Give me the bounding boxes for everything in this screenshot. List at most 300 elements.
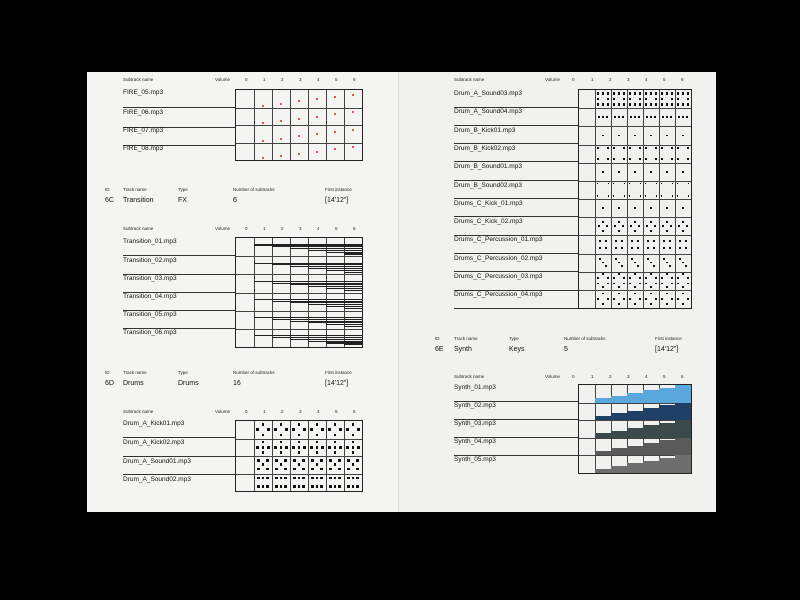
fire-header [87, 77, 400, 87]
fire-dot [262, 105, 264, 107]
drum-mark [618, 230, 620, 232]
drum-mark [687, 277, 689, 279]
drum-mark [646, 116, 648, 118]
drum-mark [597, 298, 599, 300]
drum-mark [280, 451, 283, 454]
drum-mark [655, 147, 657, 149]
col-header-2: 2 [281, 226, 284, 231]
list-item: FIRE_05.mp3 [123, 89, 164, 96]
drum-mark [650, 303, 652, 305]
drum-mark [687, 283, 689, 285]
transition-line [344, 264, 362, 265]
synth-block [611, 431, 627, 438]
synth-block [659, 440, 675, 455]
fire-grid [235, 89, 363, 161]
drum-mark [654, 225, 656, 227]
fire-dot [334, 113, 336, 115]
drum-mark [262, 451, 265, 454]
drum-mark [623, 298, 625, 300]
drum-mark [310, 428, 313, 431]
transition-line [308, 263, 326, 264]
drum-mark [316, 434, 319, 437]
synth-block [627, 393, 643, 403]
col-header-1: 1 [591, 374, 594, 379]
transition-line [272, 319, 290, 320]
drum-mark [682, 262, 684, 264]
drums-grid [235, 420, 363, 492]
transition-line [272, 301, 290, 302]
fire-dot [280, 120, 282, 122]
drum-mark [347, 459, 350, 462]
drum-mark [338, 468, 341, 471]
col-header-6: 6 [681, 77, 684, 82]
transition-line [344, 299, 362, 300]
drum-mark [334, 477, 337, 480]
fire-dot [280, 103, 282, 105]
drum-mark [298, 446, 301, 449]
id-label: ID [105, 370, 110, 375]
drum-mark [346, 446, 349, 449]
drum-mark [666, 262, 668, 264]
subtrack-name-header: Subtrack name [454, 374, 485, 379]
transition-line [290, 248, 308, 249]
drum-mark [602, 116, 604, 118]
drum-mark [646, 225, 648, 227]
drum-mark [650, 207, 652, 209]
drum-mark [613, 103, 615, 105]
fire-dot [298, 153, 300, 155]
synth-block [659, 458, 675, 473]
col-header-6: 6 [353, 409, 356, 414]
drum-mark [634, 293, 636, 295]
drum-mark [334, 485, 337, 488]
transition-line [326, 301, 344, 302]
drum-mark [293, 468, 296, 471]
drum-mark [666, 303, 668, 305]
synth-block [659, 388, 675, 403]
subtracks-label: Number of subtracks [233, 370, 275, 375]
drum-mark [615, 247, 617, 249]
drum-mark [629, 92, 631, 94]
drum-mark [356, 485, 359, 488]
col-header-0: 0 [245, 77, 248, 82]
drum-mark [602, 293, 604, 295]
drum-mark [356, 459, 359, 462]
drum-mark [334, 423, 337, 426]
col-header-0: 0 [572, 77, 575, 82]
drum-mark [298, 423, 301, 426]
drum-mark [607, 158, 609, 160]
drum-mark [266, 459, 269, 462]
synth-info [400, 336, 716, 366]
transition-line [308, 268, 326, 269]
transition-line [344, 268, 362, 269]
drum-mark [262, 446, 265, 449]
drum-mark [655, 158, 657, 160]
transition-line [326, 319, 344, 320]
drum-mark [654, 116, 656, 118]
transition-line [290, 263, 308, 264]
drum-mark [666, 273, 668, 275]
drum-mark [618, 293, 620, 295]
drum-mark [645, 92, 647, 94]
transition-line [344, 304, 362, 305]
drum-mark [639, 103, 641, 105]
synth-block [611, 396, 627, 403]
list-item: Drum_A_Sound03.mp3 [454, 90, 522, 97]
drums-header [87, 409, 400, 419]
list-item: FIRE_08.mp3 [123, 145, 164, 152]
drum-mark [687, 147, 689, 149]
drum-mark [629, 103, 631, 105]
drum-mark [602, 135, 604, 137]
drum-mark [597, 147, 599, 149]
drum-mark [677, 183, 679, 185]
synth-block [643, 443, 659, 455]
drum-mark [338, 485, 341, 488]
drum-mark [655, 283, 657, 285]
col-header-3: 3 [299, 409, 302, 414]
drum-mark [638, 225, 640, 227]
synth-block [659, 423, 675, 438]
transition-line [272, 337, 290, 338]
drum-mark [292, 446, 295, 449]
drum-mark [655, 277, 657, 279]
drum-mark [293, 477, 296, 480]
drum-mark [602, 303, 604, 305]
drum-mark [280, 423, 283, 426]
drum-mark [621, 247, 623, 249]
drum-mark [334, 434, 337, 437]
synth-block [643, 408, 659, 420]
drum-mark [613, 298, 615, 300]
drum-mark [645, 98, 647, 100]
col-header-4: 4 [645, 374, 648, 379]
drum-mark [677, 277, 679, 279]
drum-mark [663, 247, 665, 249]
transition-line [344, 283, 362, 284]
drum-mark [622, 116, 624, 118]
drum-mark [682, 116, 684, 118]
volume-header: Volume [215, 77, 231, 82]
drum-mark [669, 247, 671, 249]
drum-mark [280, 477, 283, 480]
volume-header: Volume [215, 226, 231, 231]
drum-mark [613, 277, 615, 279]
drum-mark [602, 221, 604, 223]
synth-block [675, 455, 691, 473]
drum-mark [293, 485, 296, 488]
transition-line [344, 272, 362, 273]
drum-mark [634, 207, 636, 209]
drum-mark [678, 225, 680, 227]
drum-mark [605, 265, 607, 267]
track-name-label: Track name [123, 187, 147, 192]
drum-mark [685, 247, 687, 249]
transition-line [326, 324, 344, 325]
drum-mark [597, 158, 599, 160]
track-id: 6D [105, 380, 114, 387]
drum-mark [679, 258, 681, 260]
synth-block [627, 463, 643, 473]
drum-mark [666, 103, 668, 105]
fire-dot [298, 100, 300, 102]
transition-line [344, 286, 362, 287]
transition-line [308, 322, 326, 323]
drum-mark [316, 477, 319, 480]
drum-mark [638, 116, 640, 118]
transition-line [290, 317, 308, 318]
drum-mark [262, 463, 265, 466]
drum-mark [303, 428, 306, 431]
drum-mark [629, 283, 631, 285]
drum-mark [352, 423, 355, 426]
subtrack-name-header: Subtrack name [123, 226, 154, 231]
drum-mark [618, 221, 620, 223]
drum-mark [614, 116, 616, 118]
transition-line [344, 266, 362, 267]
transition-line [326, 283, 344, 284]
col-header-2: 2 [609, 374, 612, 379]
drum-mark [655, 103, 657, 105]
drum-mark [677, 195, 679, 197]
drum-mark [679, 240, 681, 242]
drum-mark [661, 195, 663, 197]
type-label: Type [178, 187, 188, 192]
drum-mark [256, 446, 259, 449]
list-item: Drums_C_Kick_02.mp3 [454, 218, 523, 226]
drum-mark [682, 207, 684, 209]
transition-line [326, 342, 344, 343]
drum-mark [645, 147, 647, 149]
drum-mark [602, 171, 604, 173]
drum-mark [302, 459, 305, 462]
transition-line [308, 301, 326, 302]
drum-mark [634, 286, 636, 288]
synth-block [675, 385, 691, 403]
drum-mark [602, 262, 604, 264]
fire-dot [316, 151, 318, 153]
drum-mark [629, 277, 631, 279]
drum-mark [316, 485, 319, 488]
drum-mark [666, 230, 668, 232]
drum-mark [352, 446, 355, 449]
drums-cont-grid [578, 89, 692, 309]
drum-mark [618, 135, 620, 137]
drum-mark [687, 98, 689, 100]
drum-mark [645, 283, 647, 285]
drum-mark [605, 247, 607, 249]
col-header-1: 1 [263, 226, 266, 231]
drum-mark [677, 98, 679, 100]
drum-mark [602, 92, 604, 94]
drum-mark [682, 92, 684, 94]
drum-mark [623, 98, 625, 100]
drum-mark [639, 92, 641, 94]
drum-mark [639, 98, 641, 100]
col-header-1: 1 [263, 409, 266, 414]
drum-mark [661, 98, 663, 100]
drum-mark [629, 183, 631, 185]
drum-mark [280, 485, 283, 488]
drum-mark [615, 258, 617, 260]
fire-dot [334, 131, 336, 133]
drum-mark [631, 240, 633, 242]
drum-mark [688, 183, 690, 185]
transition-line [326, 263, 344, 264]
transition-line [326, 281, 344, 282]
track-type: FX [178, 197, 187, 204]
drum-mark [671, 298, 673, 300]
synth-block [595, 398, 611, 402]
transition-line [290, 283, 308, 284]
drum-mark [661, 183, 663, 185]
drum-mark [597, 277, 599, 279]
drum-mark [662, 225, 664, 227]
transition-line [344, 321, 362, 322]
list-item: Transition_03.mp3 [123, 275, 177, 282]
drum-mark [320, 459, 323, 462]
fire-dot [352, 111, 354, 113]
drum-mark [262, 423, 265, 426]
drum-mark [671, 158, 673, 160]
col-header-3: 3 [299, 77, 302, 82]
drum-mark [284, 485, 287, 488]
list-item: FIRE_06.mp3 [123, 109, 164, 116]
drum-mark [334, 451, 337, 454]
drum-mark [650, 293, 652, 295]
transition-line [290, 302, 308, 303]
fire-dot [298, 135, 300, 137]
drum-mark [347, 468, 350, 471]
transition-line [272, 317, 290, 318]
drum-mark [672, 183, 674, 185]
drum-mark [618, 286, 620, 288]
synth-block [595, 416, 611, 420]
drum-mark [606, 225, 608, 227]
drum-mark [298, 463, 301, 466]
drum-mark [663, 240, 665, 242]
subtracks-label: Number of subtracks [564, 336, 606, 341]
transition-line [290, 299, 308, 300]
drum-mark [316, 451, 319, 454]
transition-line [326, 268, 344, 269]
drum-mark [677, 283, 679, 285]
transition-line [326, 317, 344, 318]
drum-mark [618, 103, 620, 105]
synth-block [675, 438, 691, 456]
drum-mark [666, 207, 668, 209]
drum-mark [618, 262, 620, 264]
synth-grid [578, 384, 692, 474]
drum-mark [338, 477, 341, 480]
transition-line [344, 302, 362, 303]
drum-mark [613, 158, 615, 160]
col-header-4: 4 [317, 77, 320, 82]
drum-mark [356, 477, 359, 480]
drums-info [87, 370, 400, 400]
drum-mark [661, 147, 663, 149]
transition-line [254, 263, 272, 264]
drum-mark [634, 230, 636, 232]
list-item: Transition_05.mp3 [123, 311, 177, 318]
drum-mark [329, 477, 332, 480]
fire-dot [334, 96, 336, 98]
transition-line [344, 253, 362, 254]
drum-mark [352, 434, 355, 437]
list-item: Drums_C_Percussion_01.mp3 [454, 236, 543, 244]
drum-mark [647, 240, 649, 242]
list-item: Drum_A_Sound02.mp3 [123, 476, 191, 483]
drum-mark [266, 485, 269, 488]
drum-mark [352, 485, 355, 488]
transition-line [308, 317, 326, 318]
synth-block [611, 448, 627, 455]
drum-mark [621, 265, 623, 267]
drum-mark [637, 247, 639, 249]
list-item: Drum_A_Sound04.mp3 [454, 108, 522, 116]
drum-mark [671, 147, 673, 149]
drum-mark [685, 240, 687, 242]
first-instance-label: First instance [655, 336, 682, 341]
fire-dot [334, 148, 336, 150]
drum-mark [682, 303, 684, 305]
drum-mark [266, 468, 269, 471]
drum-mark [623, 277, 625, 279]
drum-mark [650, 116, 652, 118]
transition-info [87, 187, 400, 217]
drum-mark [634, 103, 636, 105]
list-item: Drum_B_Sound02.mp3 [454, 181, 522, 189]
first-instance: [14'12"] [325, 197, 349, 204]
transition-line [272, 281, 290, 282]
transition-line [308, 319, 326, 320]
drum-mark [645, 195, 647, 197]
drum-mark [321, 428, 324, 431]
fire-dot [352, 129, 354, 131]
list-item: Transition_06.mp3 [123, 329, 177, 336]
fire-dot [280, 155, 282, 157]
transition-line [326, 299, 344, 300]
transition-line [308, 283, 326, 284]
col-header-6: 6 [681, 374, 684, 379]
subtracks-label: Number of subtracks [233, 187, 275, 192]
transition-line [326, 306, 344, 307]
transition-line [308, 286, 326, 287]
transition-line [344, 319, 362, 320]
drum-mark [682, 286, 684, 288]
drum-mark [653, 265, 655, 267]
drum-mark [623, 147, 625, 149]
synth-block [643, 461, 659, 473]
drum-mark [262, 434, 265, 437]
subtrack-count: 5 [564, 346, 568, 353]
drum-mark [640, 183, 642, 185]
list-item: Transition_02.mp3 [123, 257, 177, 264]
drum-mark [666, 171, 668, 173]
drum-mark [298, 451, 301, 454]
drum-mark [661, 103, 663, 105]
drum-mark [275, 485, 278, 488]
drum-mark [650, 135, 652, 137]
transition-line [326, 321, 344, 322]
drum-mark [285, 428, 288, 431]
fire-section [87, 72, 400, 172]
col-header-3: 3 [299, 226, 302, 231]
transition-line [308, 302, 326, 303]
drum-mark [597, 92, 599, 94]
drum-mark [631, 247, 633, 249]
